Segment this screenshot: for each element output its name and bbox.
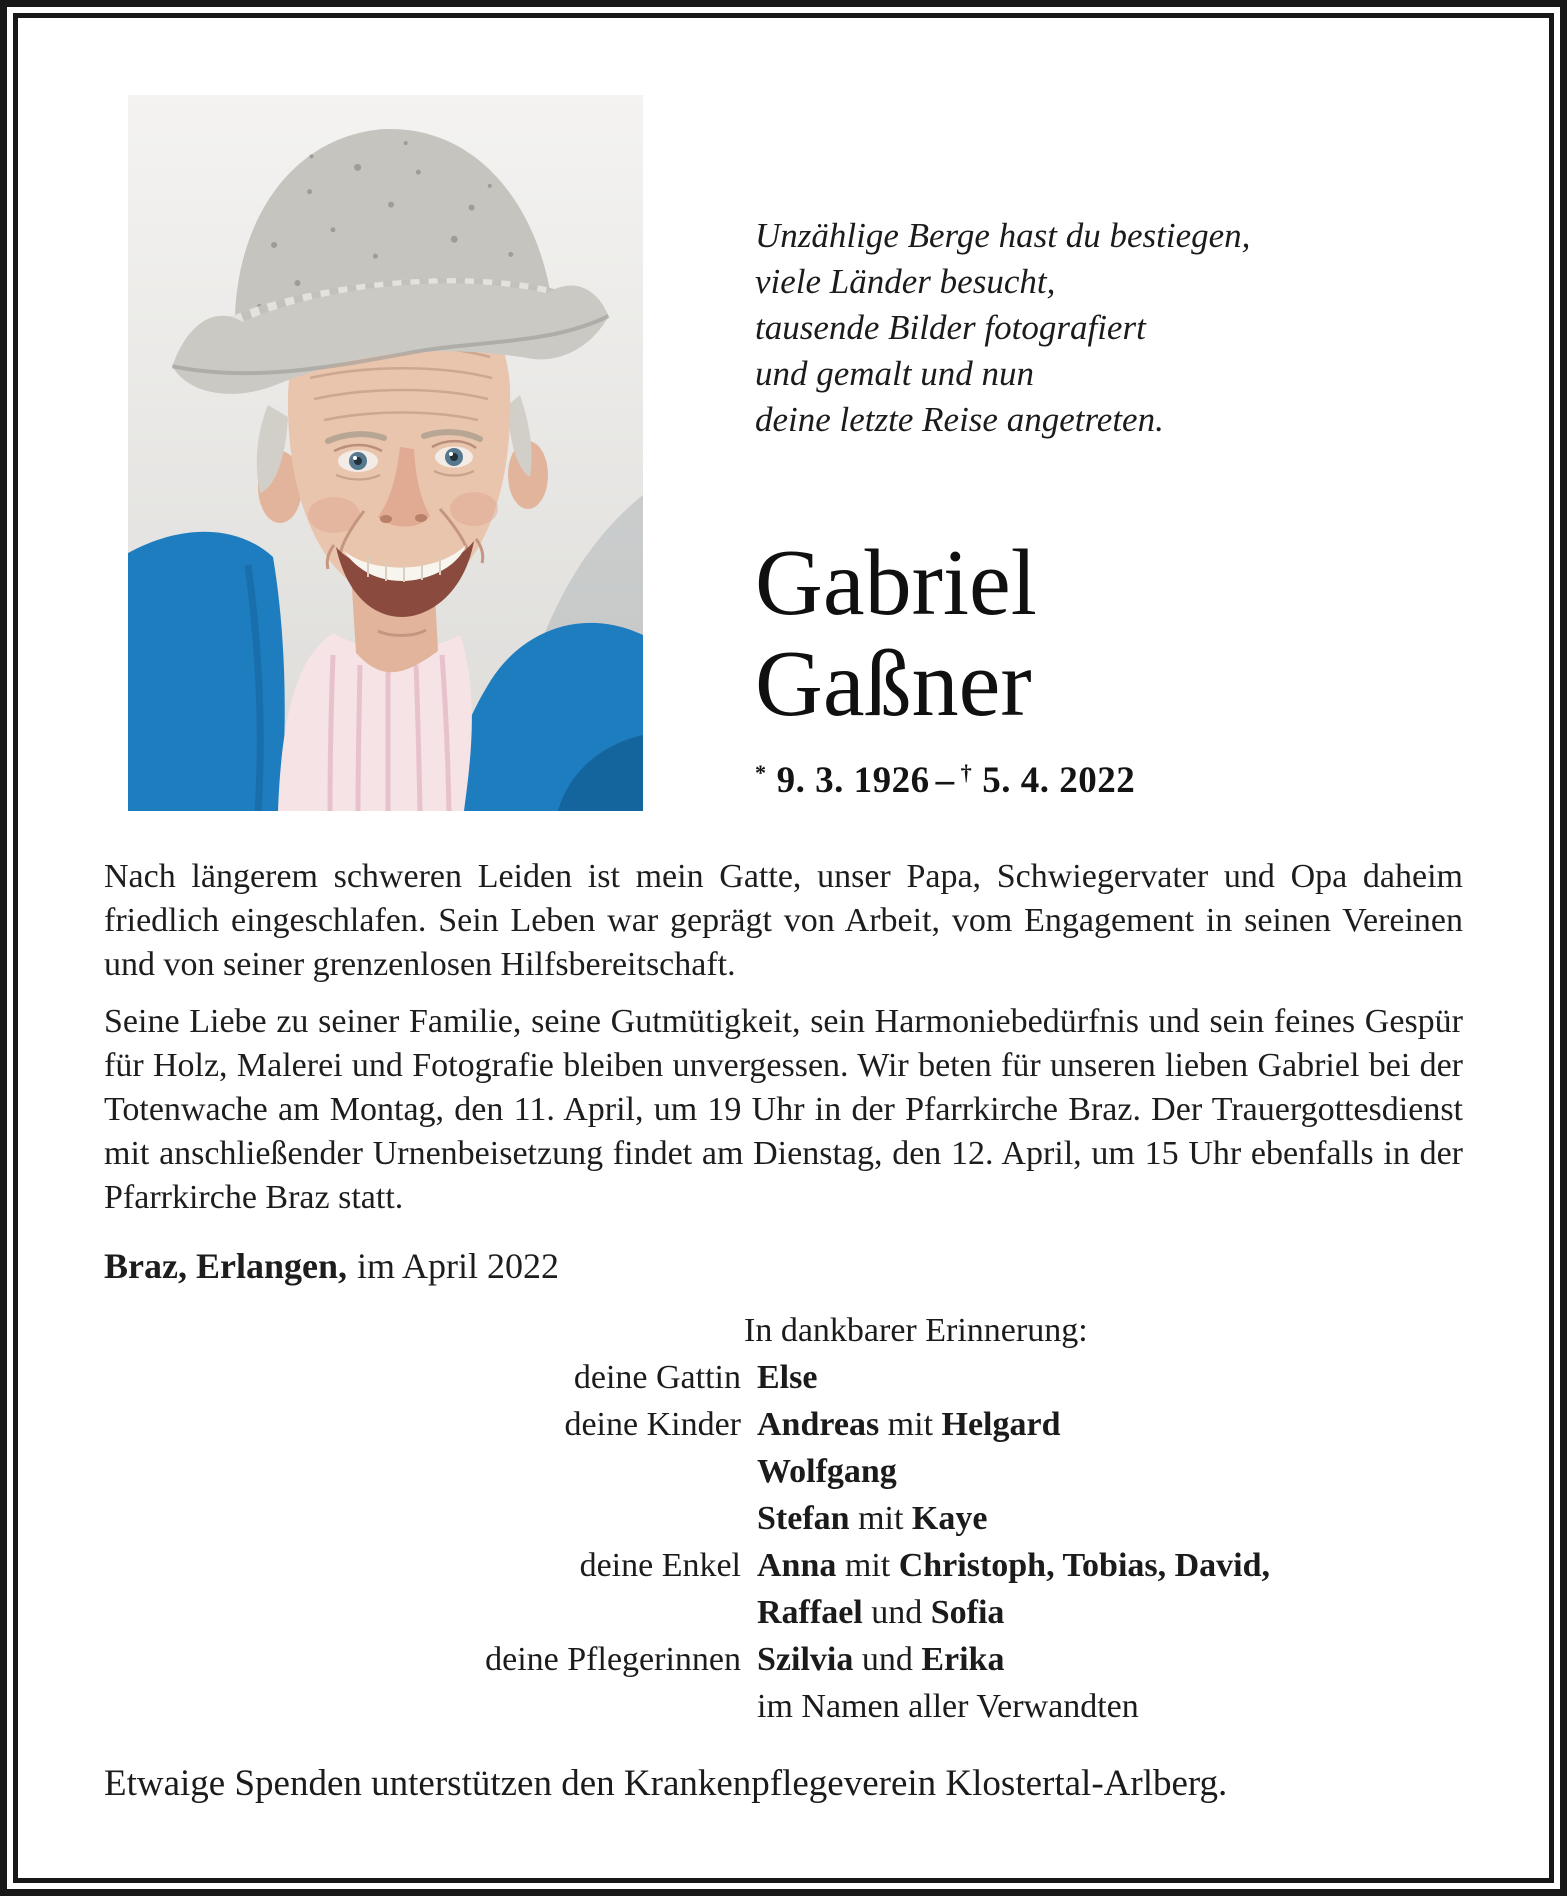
poem-line: viele Länder besucht, [755, 262, 1056, 301]
header-section [104, 95, 1463, 811]
deceased-last-name: Gaßner [755, 632, 1032, 736]
header-text-column [643, 95, 1463, 802]
notice-paragraph: Nach längerem schweren Leiden ist mein Gatte, unser Papa, Schwiegervater und Opa daheim friedlich eingeschlafen. Sein Leben war geprägt von Arbeit, vom Engagement in seinen Vereinen und von seiner grenzenlosen Hilfsbereitschaft. [104, 858, 1463, 983]
relative-names: Stefan mit Kaye [757, 1500, 988, 1537]
relation-label [104, 1448, 741, 1495]
death-cross-symbol: † [960, 760, 973, 786]
poem-line: tausende Bilder fotografiert [755, 308, 1146, 347]
relative-names: Anna mit Christoph, Tobias, David, [757, 1547, 1271, 1584]
remembrance-row [104, 1542, 1463, 1589]
portrait-photo [128, 95, 643, 811]
relation-label: deine Pflegerinnen [485, 1641, 741, 1678]
relation-label: deine Kinder [564, 1406, 741, 1443]
poem-line: Unzählige Berge hast du bestiegen, [755, 216, 1251, 255]
relation-label [104, 1589, 741, 1636]
date-separator: – [935, 760, 955, 801]
remembrance-row [104, 1495, 1463, 1542]
portrait-illustration [128, 95, 643, 811]
death-date: 5. 4. 2022 [982, 760, 1136, 801]
poem-line: deine letzte Reise angetreten. [755, 400, 1164, 439]
birth-death-dates [755, 759, 1463, 802]
obituary-content [18, 18, 1549, 1878]
notice-paragraph: Seine Liebe zu seiner Familie, seine Gutmütigkeit, sein Harmoniebedürfnis und sein feines Gespür für Holz, Malerei und Fotografie bleiben unvergessen. Wir beten für unseren lieben Gabriel bei der Totenwache am Montag, den 11. April, um 19 Uhr in der Pfarrkirche Braz. Der Trauergottesdienst mit anschließender Urnenbeisetzung findet am Dienstag, den 12. April, um 15 Uhr ebenfalls in der Pfarrkirche Braz statt. [104, 1003, 1463, 1216]
deceased-first-name: Gabriel [755, 531, 1037, 635]
birth-star-symbol: * [755, 760, 767, 786]
relation-label [104, 1683, 741, 1730]
remembrance-row [104, 1401, 1463, 1448]
relation-label [104, 1495, 741, 1542]
relation-label: deine Gattin [573, 1359, 741, 1396]
dateline [104, 1245, 1463, 1287]
remembrance-row [104, 1636, 1463, 1683]
relative-names: im Namen aller Verwandten [757, 1688, 1139, 1725]
relation-label: deine Enkel [579, 1547, 741, 1584]
right-cheek [450, 492, 498, 526]
remembrance-heading: In dankbarer Erinnerung: [744, 1312, 1088, 1349]
donation-note: Etwaige Spenden unterstützen den Krankenpflegeverein Klostertal-Arlberg. [104, 1763, 1228, 1804]
remembrance-row [104, 1589, 1463, 1636]
relative-names: Wolfgang [757, 1453, 897, 1490]
remembrance-row [104, 1448, 1463, 1495]
dateline-date: im April 2022 [356, 1246, 559, 1286]
birth-date: 9. 3. 1926 [776, 760, 930, 801]
relative-names: Raffael und Sofia [757, 1594, 1005, 1631]
remembrance-row [104, 1683, 1463, 1730]
remembrance-row [104, 1354, 1463, 1401]
deceased-name [755, 533, 1463, 735]
poem-line: und gemalt und nun [755, 354, 1035, 393]
dateline-places: Braz, Erlangen, [104, 1246, 347, 1286]
remembrance-section [104, 1307, 1463, 1730]
relative-names: Andreas mit Helgard [757, 1406, 1061, 1443]
farewell-poem [755, 213, 1463, 443]
relative-names: Else [757, 1359, 818, 1396]
relative-names: Szilvia und Erika [757, 1641, 1005, 1678]
